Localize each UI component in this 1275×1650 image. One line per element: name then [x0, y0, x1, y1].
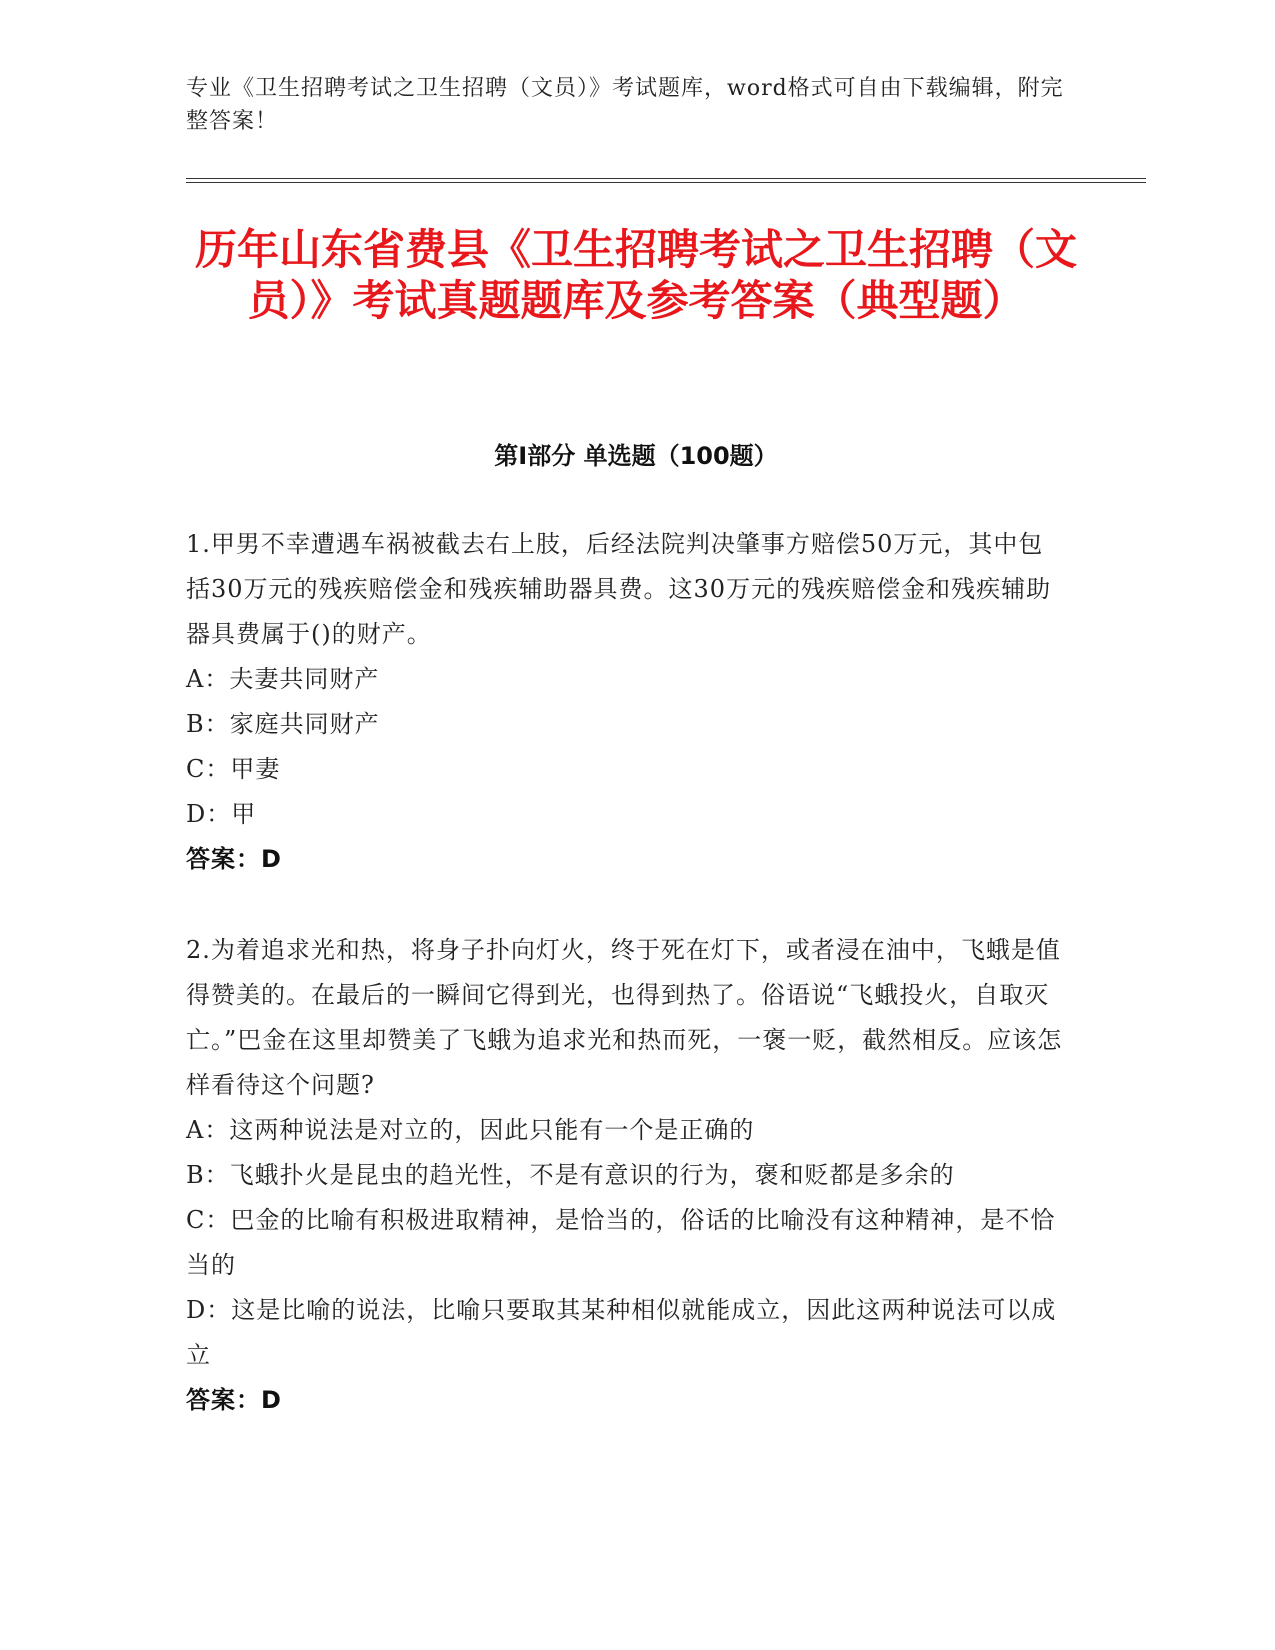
answer: 答案：D	[186, 845, 282, 873]
question-1	[186, 522, 1066, 882]
question-stem: 2.为着追求光和热，将身子扑向灯火，终于死在灯下，或者浸在油中，飞蛾是值得赞美的。在最后的一瞬间它得到光，也得到热了。俗语说“飞蛾投火，自取灭亡。”巴金在这里却赞美了飞蛾为追求光和热而死，一褒一贬，截然相反。应该怎样看待这个问题?	[186, 936, 1063, 1099]
option-c: C：巴金的比喻有积极进取精神，是恰当的，俗话的比喻没有这种精神，是不恰当的	[186, 1206, 1056, 1279]
option-d: D：这是比喻的说法，比喻只要取其某种相似就能成立，因此这两种说法可以成立	[186, 1296, 1057, 1369]
header-divider-top	[186, 178, 1146, 179]
header-note: 专业《卫生招聘考试之卫生招聘（文员）》考试题库，word格式可自由下载编辑，附完整答案！	[186, 76, 1064, 134]
option-b: B：家庭共同财产	[186, 710, 380, 738]
section-heading: 第Ⅰ部分 单选题（100题）	[494, 442, 778, 470]
option-b: B：飞蛾扑火是昆虫的趋光性，不是有意识的行为，褒和贬都是多余的	[186, 1161, 955, 1189]
option-d: D：甲	[186, 800, 257, 828]
option-c: C：甲妻	[186, 755, 281, 783]
question-stem: 1.甲男不幸遭遇车祸被截去右上肢，后经法院判决肇事方赔偿50万元，其中包括30万元的残疾赔偿金和残疾辅助器具费。这30万元的残疾赔偿金和残疾辅助器具费属于()的财产。	[186, 530, 1052, 648]
option-a: A：这两种说法是对立的，因此只能有一个是正确的	[186, 1116, 755, 1144]
option-a: A：夫妻共同财产	[186, 665, 380, 693]
document-title: 历年山东省费县《卫生招聘考试之卫生招聘（文员）》考试真题题库及参考答案（典型题）	[194, 225, 1077, 325]
header-divider-bottom	[186, 182, 1146, 183]
question-2	[186, 928, 1066, 1423]
answer: 答案：D	[186, 1386, 282, 1414]
